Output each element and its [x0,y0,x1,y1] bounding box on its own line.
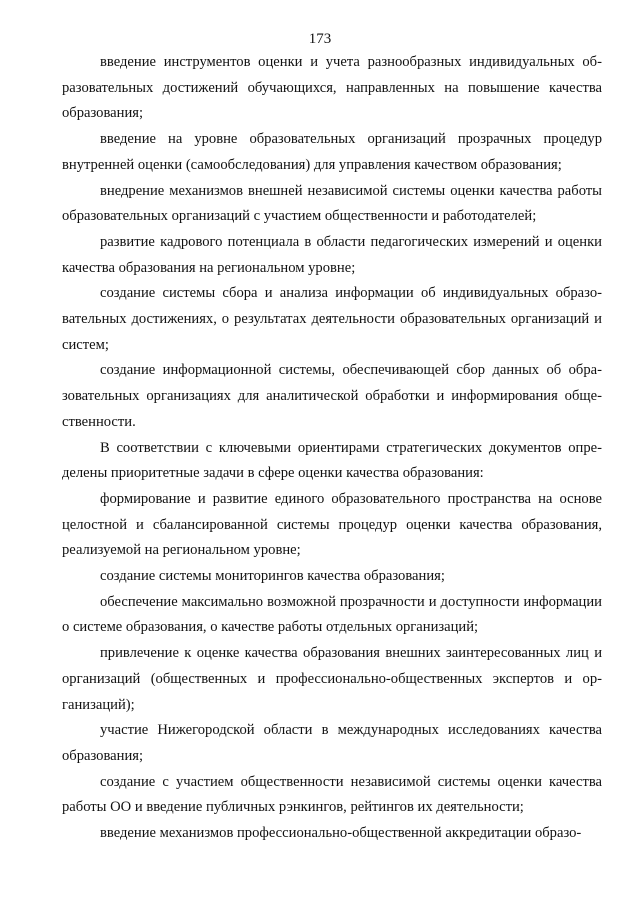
paragraph: развитие кадрового потенциала в области педагогических измерений и оценки качества образования на региональном уровне; [62,233,602,276]
page-number: 173 [308,31,332,47]
paragraph: введение механизмов профессионально-общественной аккредитации образо- [100,825,582,842]
paragraph: создание системы мониторингов качества образования; [100,568,445,585]
paragraph: создание системы сбора и анализа информации об индивидуальных образовательных достижениях, о результатах деятельности образовательных организаций и систем; [62,285,602,353]
body-text [62,50,602,847]
paragraph: В соответствии с ключевыми ориентирами стратегических документов определены приоритетные задачи в сфере оценки качества образования: [62,439,602,482]
paragraph: создание информационной системы, обеспечивающей сбор данных об образовательных организациях для аналитической обработки и информирования общественности. [62,362,602,430]
paragraph: внедрение механизмов внешней независимой системы оценки качества работы образовательных организаций с участием общественности и работодателей; [62,182,602,225]
paragraph: создание с участием общественности независимой системы оценки качества работы ОО и введение публичных рэнкингов, рейтингов их деятельности; [62,773,602,816]
paragraph: формирование и развитие единого образовательного пространства на основе целостной и сбалансированной системы процедур оценки качества образования, реализуемой на региональном уровне; [62,490,602,559]
paragraph: введение на уровне образовательных организаций прозрачных процедур внутренней оценки (самообследования) для управления качеством образования; [62,131,602,173]
paragraph: введение инструментов оценки и учета разнообразных индивидуальных образовательных достижений обучающихся, направленных на повышение качества образования; [62,54,602,122]
paragraph: участие Нижегородской области в международных исследованиях качества образования; [62,722,602,764]
paragraph: обеспечение максимально возможной прозрачности и доступности информации о системе образования, о качестве работы отдельных организаций; [62,593,602,636]
paragraph: привлечение к оценке качества образования внешних заинтересованных лиц и организаций (общественных и профессионально-общественных экспертов и организаций); [62,645,602,713]
